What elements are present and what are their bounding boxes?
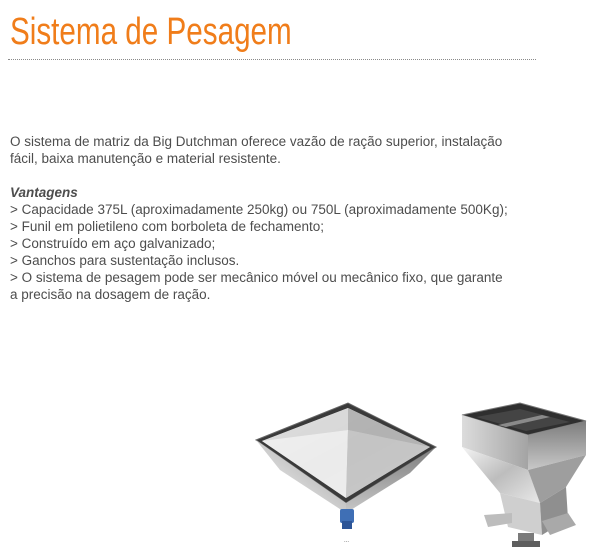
list-item: > O sistema de pesagem pode ser mecânico móvel ou mecânico fixo, que garante a precisão na dosagem de ração. (10, 270, 503, 302)
box-hopper-image (462, 403, 586, 547)
intro-paragraph: O sistema de matriz da Big Dutchman oferece vazão de ração superior, instalação fácil, baixa manutenção e material resistente. (10, 134, 503, 166)
list-item: > Capacidade 375L (aproximadamente 250kg) ou 750L (aproximadamente 500Kg); (10, 202, 508, 217)
title-divider (8, 59, 536, 60)
list-item: > Construído em aço galvanizado; (10, 236, 216, 251)
product-images-svg (250, 395, 595, 550)
list-item: > Funil em polietileno com borboleta de fechamento; (10, 219, 325, 234)
list-item: > Ganchos para sustentação inclusos. (10, 253, 240, 268)
svg-text:...: ... (344, 538, 350, 544)
advantages-list (10, 201, 510, 303)
product-images (250, 395, 595, 550)
content-area (10, 133, 510, 303)
page-title: Sistema de Pesagem (10, 11, 292, 53)
section-heading-vantagens: Vantagens (10, 185, 78, 200)
square-funnel-hopper-image (256, 403, 436, 544)
